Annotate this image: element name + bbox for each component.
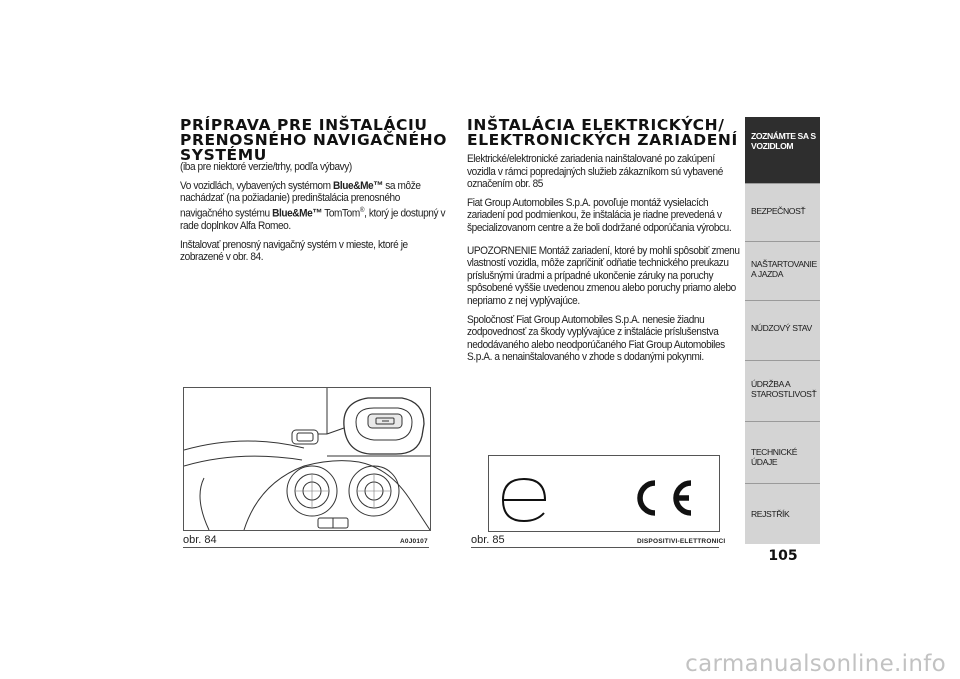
brand-name: Blue&Me™ xyxy=(272,207,323,220)
right-body-text xyxy=(467,153,742,370)
tab-get-to-know-vehicle[interactable]: ZOZNÁMTE SA S VOZIDLOM xyxy=(745,117,820,183)
figure-85-divider xyxy=(471,547,719,548)
left-paragraph-2: Inštalovať prenosný navigačný systém v mieste, ktoré je zobrazené v obr. 84. xyxy=(180,238,408,264)
right-paragraph-1: Elektrické/elektronické zariadenia nainštalované po zakúpení vozidla v rámci popredajných služieb zákazníkom sú vybavené označením obr. 85 xyxy=(467,153,723,191)
left-title-line: PRENOSNÉHO NAVIGAČNÉHO xyxy=(180,131,447,149)
left-subtitle: (iba pre niektoré verzie/trhy, podľa výbavy) xyxy=(180,161,352,173)
left-section-title xyxy=(180,118,447,163)
figure-84-label: obr. 84 xyxy=(183,534,217,546)
page-number: 105 xyxy=(768,548,798,564)
tab-maintenance-and-care[interactable]: ÚDRŽBA A STAROSTLIVOSŤ xyxy=(745,360,820,421)
left-title-line: SYSTÉMU xyxy=(180,146,267,164)
right-title-line: ELEKTRONICKÝCH ZARIADENÍ xyxy=(467,131,738,149)
tab-technical-data[interactable]: TECHNICKÉ ÚDAJE xyxy=(745,421,820,483)
figure-84-code: A0J0107 xyxy=(400,538,428,545)
right-section-title xyxy=(467,118,738,148)
dashboard-drawing xyxy=(184,388,430,530)
tab-index[interactable]: REJSTŘÍK xyxy=(745,483,820,544)
left-body-text xyxy=(180,161,453,270)
figure-85-markings xyxy=(488,455,720,532)
brand-name: Blue&Me™ xyxy=(333,179,383,192)
right-paragraph-4: Spoločnosť Fiat Group Automobiles S.p.A. nenesie žiadnu zodpovednosť za škody vyplývajúce z inštalácie príslušenstva nedodávaného alebo neodporúčaného Fiat Group Automobiles S.p.A. a nenainštalovaného v zhode s dodanými pokynmi. xyxy=(467,313,725,364)
figure-85-label: obr. 85 xyxy=(471,534,505,546)
tab-starting-and-driving[interactable]: NAŠTARTOVANIE A JAZDA xyxy=(745,241,820,300)
tab-emergency[interactable]: NÚDZOVÝ STAV xyxy=(745,300,820,360)
ce-mark-icon xyxy=(640,483,691,513)
figure-84-divider xyxy=(183,547,429,548)
figure-84-dashboard-illustration xyxy=(183,387,431,531)
left-paragraph-1: Vo vozidlách, vybavených systémom Blue&Me™ sa môže nachádzať (na požiadanie) predinštalácia prenosného navigačného systému Blue&Me™ TomTom®, ktorý je dostupný v rade doplnkov Alfa Romeo. xyxy=(180,179,446,233)
watermark: carmanualsonline.info xyxy=(685,651,946,677)
figure-85-code: DISPOSITIVI-ELETTRONICI xyxy=(637,538,726,545)
e-mark-icon xyxy=(503,479,545,521)
tab-safety[interactable]: BEZPEČNOSŤ xyxy=(745,183,820,241)
right-warning-paragraph: UPOZORNENIE Montáž zariadení, ktoré by mohli spôsobiť zmenu vlastností vozidla, môže zapríčiniť odňatie technického preukazu príslušnými úradmi a prípadné ukončenie záruky na poruchy spôsobené vyššie uvedenou zmenou alebo poruchy priamo alebo nepriamo z nej vyplývajúce. xyxy=(467,244,740,307)
marking-symbols xyxy=(489,456,719,531)
left-title-line: PRÍPRAVA PRE INŠTALÁCIU xyxy=(180,116,428,134)
registered-mark: ® xyxy=(359,206,365,214)
right-paragraph-2: Fiat Group Automobiles S.p.A. povoľuje montáž vysielacích zariadení pod podmienkou, že inštalácia je riadne prevedená v špecializovanom centre a že boli dodržané odporúčania výrobcu. xyxy=(467,196,732,234)
right-title-line: INŠTALÁCIA ELEKTRICKÝCH/ xyxy=(467,116,725,134)
